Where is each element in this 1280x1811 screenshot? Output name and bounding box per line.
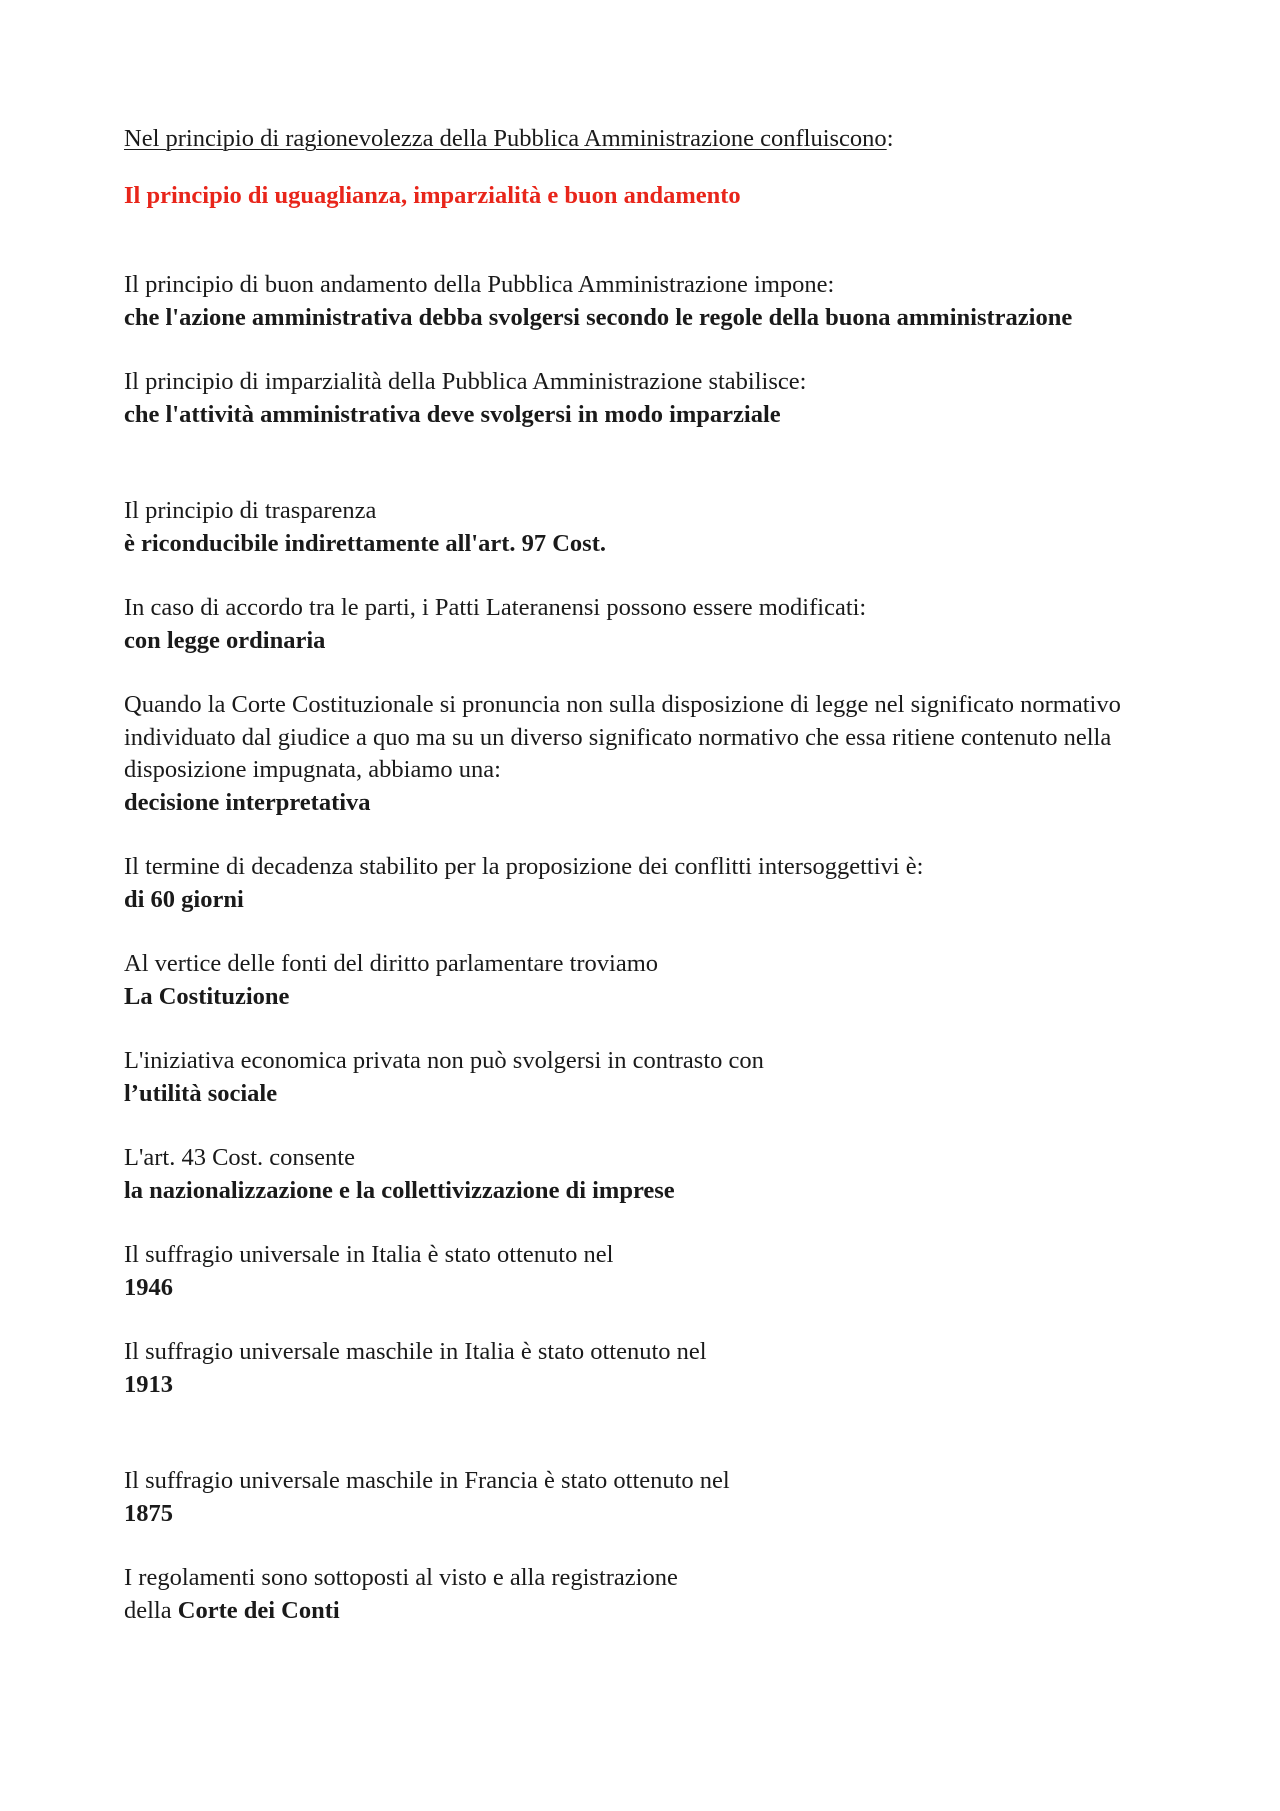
question-text: Il termine di decadenza stabilito per la proposizione dei conflitti intersoggettivi è: <box>124 853 924 880</box>
question-text: Il suffragio universale maschile in Italia è stato ottenuto nel <box>124 1338 707 1365</box>
qa-item-patti-lateranensi <box>124 592 1184 657</box>
answer-prefix: della <box>124 1596 178 1624</box>
qa-item-suffragio-maschile-italia <box>124 1336 1184 1401</box>
question-suffix: : <box>886 125 894 152</box>
qa-item-suffragio-maschile-francia <box>124 1465 1184 1530</box>
qa-item-art-43 <box>124 1142 1184 1207</box>
qa-item-imparzialita <box>124 366 1184 431</box>
answer-text: decisione interpretativa <box>124 788 371 816</box>
answer-text: la nazionalizzazione e la collettivizzazione di imprese <box>124 1176 675 1204</box>
document-body <box>124 123 1184 1627</box>
question-text <box>124 123 1184 156</box>
answer-text: l’utilità sociale <box>124 1079 278 1107</box>
qa-item-suffragio-universale <box>124 1239 1184 1304</box>
qa-item-conflitti <box>124 851 1184 916</box>
question-text: In caso di accordo tra le parti, i Patti Lateranensi possono essere modificati: <box>124 594 867 621</box>
question-text: Il suffragio universale in Italia è stato ottenuto nel <box>124 1241 614 1268</box>
qa-item-corte-costituzionale <box>124 689 1184 819</box>
answer-text: di 60 giorni <box>124 885 244 913</box>
question-text: Il principio di imparzialità della Pubblica Amministrazione stabilisce: <box>124 368 807 395</box>
answer-text: Il principio di uguaglianza, imparzialità e buon andamento <box>124 182 741 209</box>
qa-item-trasparenza <box>124 495 1184 560</box>
question-text: Al vertice delle fonti del diritto parlamentare troviamo <box>124 950 659 977</box>
answer-text: Corte dei Conti <box>177 1596 340 1624</box>
question-text: Quando la Corte Costituzionale si pronuncia non sulla disposizione di legge nel significato normativo individuato dal giudice a quo ma su un diverso significato normativo che essa ritiene contenuto nella disposizione impugnata, abbiamo una: <box>124 691 1121 783</box>
qa-item-fonti-diritto <box>124 948 1184 1013</box>
question-text: L'art. 43 Cost. consente <box>124 1144 355 1171</box>
qa-item-iniziativa-economica <box>124 1045 1184 1110</box>
answer-text: che l'azione amministrativa debba svolgersi secondo le regole della buona amministrazione <box>124 303 1073 331</box>
question-text: Il suffragio universale maschile in Francia è stato ottenuto nel <box>124 1467 730 1494</box>
answer-text: con legge ordinaria <box>124 626 326 654</box>
question-text: Il principio di trasparenza <box>124 497 377 524</box>
question-text: Il principio di buon andamento della Pubblica Amministrazione impone: <box>124 271 835 298</box>
answer-text: La Costituzione <box>124 982 290 1010</box>
answer-line <box>124 1595 1184 1628</box>
answer-text: 1913 <box>124 1370 173 1398</box>
qa-item-buon-andamento <box>124 269 1184 334</box>
question-underlined-text: Nel principio di ragionevolezza della Pubblica Amministrazione confluiscono <box>124 125 887 152</box>
answer-text: 1875 <box>124 1499 173 1527</box>
answer-text: che l'attività amministrativa deve svolgersi in modo imparziale <box>124 400 781 428</box>
question-text: I regolamenti sono sottoposti al visto e alla registrazione <box>124 1564 678 1591</box>
answer-text: 1946 <box>124 1273 173 1301</box>
answer-text: è riconducibile indirettamente all'art. 97 Cost. <box>124 529 606 557</box>
question-text: L'iniziativa economica privata non può svolgersi in contrasto con <box>124 1047 764 1074</box>
qa-item-ragionevolezza <box>124 123 1184 213</box>
qa-item-regolamenti <box>124 1562 1184 1627</box>
